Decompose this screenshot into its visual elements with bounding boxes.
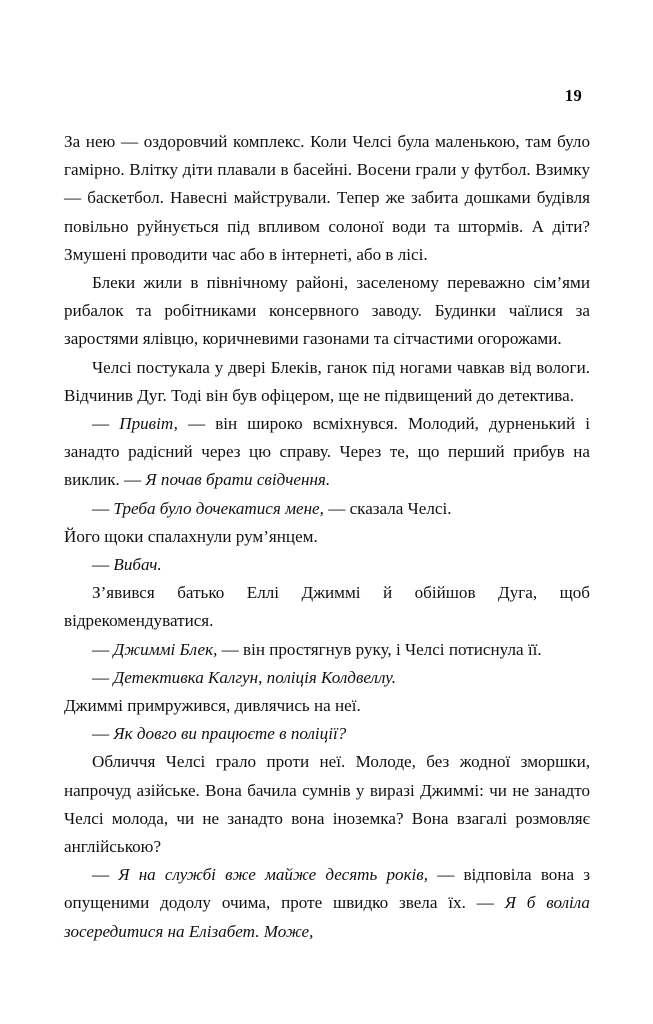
- italic-run: Привіт,: [119, 414, 178, 434]
- paragraph: — Треба було дочекатися мене, — сказала Челсі.: [92, 498, 452, 518]
- paragraph: — Детективка Калгун, поліція Колдвеллу.: [92, 667, 397, 687]
- paragraph: Обличчя Челсі грало проти неї. Молоде, без жодної зморшки, напрочуд азійське. Вона бачила сумнів у виразі Джиммі: чи не занадто Челсі молода, чи не занадто вона іноземка? Вона взагалі розмовляє англійською?: [64, 752, 590, 857]
- italic-run: Джиммі Блек,: [113, 639, 218, 659]
- italic-run: Я почав брати свідчення.: [145, 470, 331, 490]
- paragraph: — Я на службі вже майже десять років, — відповіла вона з опущеними додолу очима, проте швидко звела їх. — Я б воліла зосередитися на Елізабет. Може,: [64, 865, 590, 941]
- italic-run: Як довго ви працюєте в поліції?: [113, 724, 347, 744]
- paragraph: За нею — оздоровчий комплекс. Коли Челсі була маленькою, там було гамірно. Влітку діти плавали в басейні. Восени грали у футбол. Взимку — баскетбол. Навесні майстрували. Тепер же забита дошками будівля повільно руйнується під впливом солоної води та штормів. А діти? Змушені проводити час або в інтернеті, або в лісі.: [64, 132, 590, 264]
- body-text: [64, 128, 590, 946]
- paragraph: Джиммі примружився, дивлячись на неї.: [64, 696, 361, 716]
- italic-run: Треба було дочекатися мене,: [113, 498, 324, 518]
- italic-run: Я б воліла зосередитися на Елізабет. Може,: [64, 893, 590, 941]
- paragraph: — Джиммі Блек, — він простягнув руку, і Челсі потиснула її.: [92, 639, 542, 659]
- paragraph: — Привіт, — він широко всміхнувся. Молодий, дурненький і занадто радісний через цю справу. Через те, що перший прибув на виклик. — Я почав брати свідчення.: [64, 414, 590, 490]
- page-number: 19: [564, 86, 582, 105]
- italic-run: Вибач.: [113, 555, 162, 575]
- paragraph: — Вибач.: [92, 555, 162, 575]
- paragraph: Його щоки спалахнули рум’янцем.: [64, 526, 318, 546]
- paragraph: Блеки жили в північному районі, заселеному переважно сім’ями рибалок та робітниками консервного заводу. Будинки чаїлися за заростями ялівцю, коричневими газонами та сітчастими огорожами.: [64, 273, 590, 349]
- paragraph: З’явився батько Еллі Джиммі й обійшов Дуга, щоб відрекомендуватися.: [64, 583, 590, 631]
- paragraph: Челсі постукала у двері Блеків, ганок під ногами чавкав від вологи. Відчинив Дуг. Тоді він був офіцером, ще не підвищений до детектива.: [64, 357, 590, 405]
- italic-run: Детективка Калгун, поліція Колдвеллу.: [113, 667, 397, 687]
- italic-run: Я на службі вже майже десять років,: [118, 865, 429, 885]
- paragraph: — Як довго ви працюєте в поліції?: [92, 724, 347, 744]
